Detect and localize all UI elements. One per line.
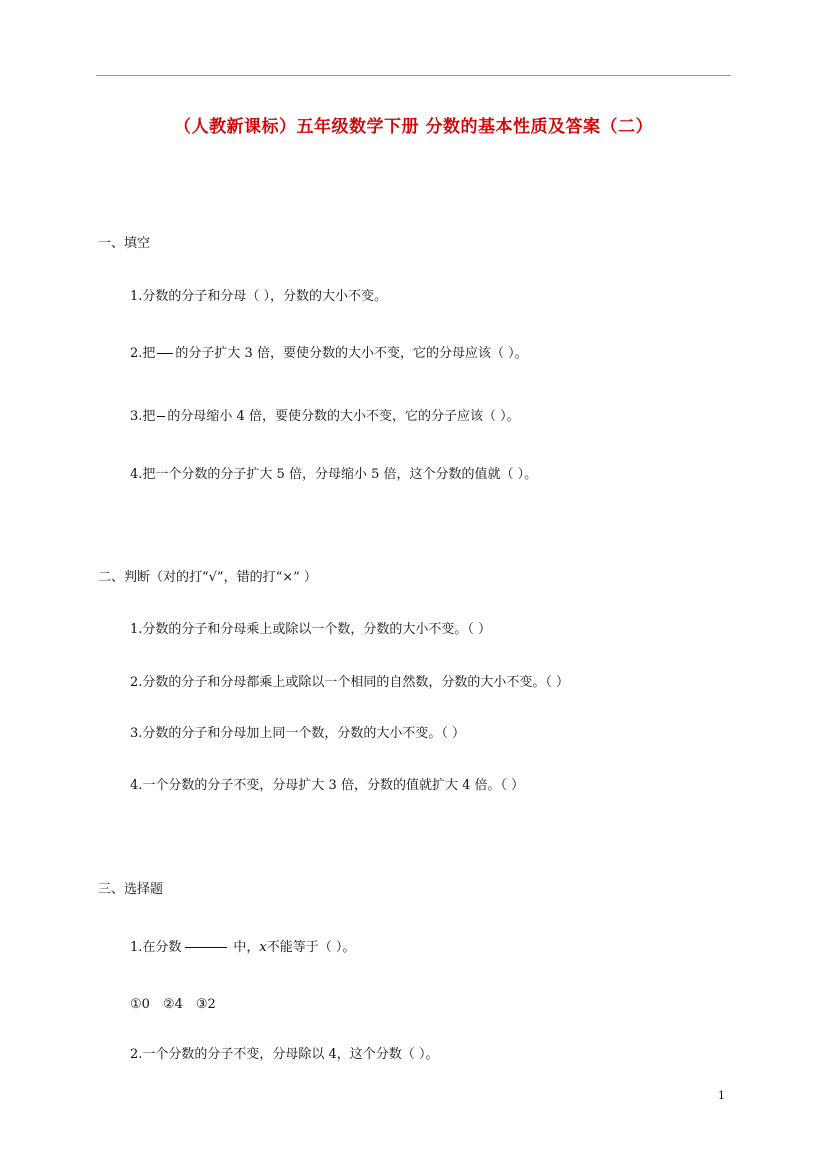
fill-question-1: 1.分数的分子和分母（ ），分数的大小不变。	[130, 289, 388, 304]
fill-question-3-suffix: 的分母缩小 4 倍，要使分数的大小不变，它的分子应该（ ）。	[167, 409, 520, 424]
fill-question-2-prefix: 2.把	[130, 346, 156, 361]
choice-question-1-mid: 中，	[233, 940, 260, 955]
choice-question-1	[130, 940, 355, 956]
page-number: 1	[718, 1089, 725, 1102]
judge-question-3: 3.分数的分子和分母加上同一个数，分数的大小不变。（ ）	[130, 726, 466, 741]
fraction-placeholder	[157, 353, 173, 354]
section-heading-judge: 二、判断（对的打“√”，错的打“×” ）	[98, 570, 317, 585]
fill-question-3	[130, 409, 520, 425]
choice-question-2: 2.一个分数的分子不变，分母除以 4，这个分数（ ）。	[130, 1047, 439, 1062]
fraction-placeholder	[157, 416, 165, 417]
judge-question-4: 4.一个分数的分子不变，分母扩大 3 倍，分数的值就扩大 4 倍。（ ）	[130, 778, 525, 793]
choice-question-1-prefix: 1.在分数	[130, 940, 182, 955]
judge-question-1: 1.分数的分子和分母乘上或除以一个数，分数的大小不变。（ ）	[130, 622, 492, 637]
choice-question-1-suffix: 不能等于（ ）。	[266, 940, 356, 955]
variable-x: x	[259, 940, 267, 955]
section-heading-fill: 一、填空	[98, 236, 151, 251]
section-heading-choice: 三、选择题	[98, 882, 164, 897]
fill-question-4: 4.把一个分数的分子扩大 5 倍，分母缩小 5 倍，这个分数的值就（ ）。	[130, 467, 538, 482]
document-title: （人教新课标）五年级数学下册 分数的基本性质及答案（二）	[174, 117, 653, 137]
fraction-placeholder	[185, 947, 227, 948]
fill-question-3-prefix: 3.把	[130, 409, 156, 424]
judge-question-2: 2.分数的分子和分母都乘上或除以一个相同的自然数，分数的大小不变。（ ）	[130, 675, 570, 690]
fill-question-2-suffix: 的分子扩大 3 倍，要使分数的大小不变，它的分母应该（ ）。	[175, 346, 528, 361]
fill-question-2	[130, 346, 528, 362]
choice-question-1-options: ①0 ②4 ③2	[130, 997, 216, 1012]
header-rule	[96, 75, 731, 76]
